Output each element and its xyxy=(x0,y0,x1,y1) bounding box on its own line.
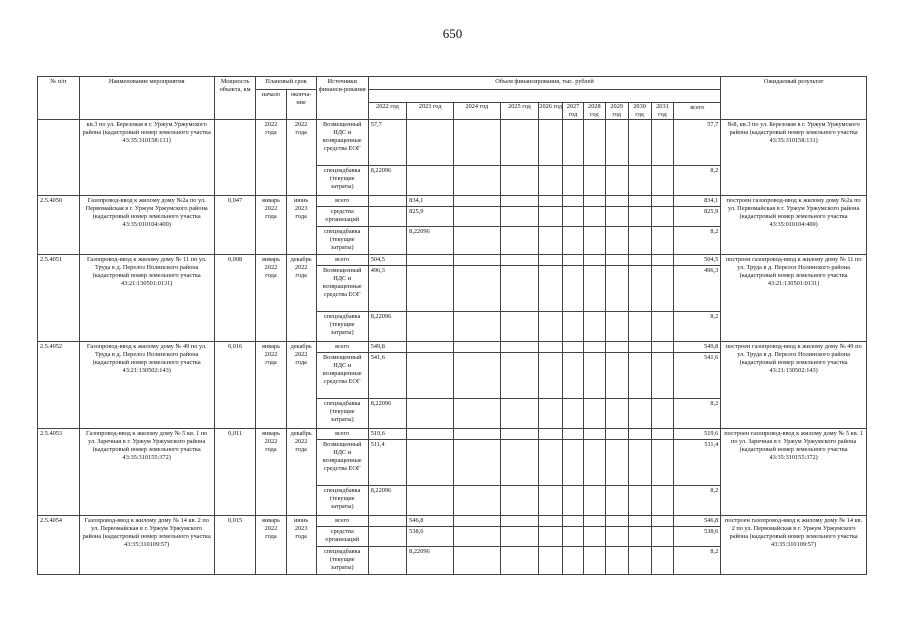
table-row xyxy=(38,196,867,207)
value-2022 xyxy=(368,227,406,255)
value-empty xyxy=(605,342,628,353)
table-row xyxy=(38,342,867,353)
funding-source: Возмещенный НДС и возвращенные средства ЕОГ xyxy=(316,353,368,399)
header-start: начало xyxy=(256,90,286,120)
value-empty xyxy=(500,255,538,266)
item-capacity: 0,008 xyxy=(214,255,256,342)
item-capacity: 0,015 xyxy=(214,516,256,575)
value-empty xyxy=(539,196,563,207)
funding-source: средства организаций xyxy=(316,207,368,227)
value-empty xyxy=(628,166,651,196)
value-empty xyxy=(500,516,538,527)
value-empty xyxy=(500,120,538,166)
value-total: 549,8 xyxy=(674,342,721,353)
expected-result: построен газопровод-ввод к жилому дому №2а по ул. Первомайская в г. Уржум Уржумского района (кадастровый номер земельного участка 43:35:010104:400) xyxy=(721,196,867,255)
value-empty xyxy=(628,196,651,207)
header-planned-term: Плановый срок xyxy=(256,77,316,90)
item-capacity: 0,047 xyxy=(214,196,256,255)
funding-source: всего xyxy=(316,196,368,207)
value-2022 xyxy=(368,527,406,547)
item-number: 2.5.4051 xyxy=(38,255,80,342)
value-total: 519,6 xyxy=(674,429,721,440)
value-empty xyxy=(628,516,651,527)
value-empty xyxy=(539,527,563,547)
funding-source: средства организаций xyxy=(316,527,368,547)
value-empty xyxy=(539,440,563,486)
value-total: 504,5 xyxy=(674,255,721,266)
header-capacity: Мощность объекта, км xyxy=(214,77,256,120)
value-empty xyxy=(605,227,628,255)
value-empty xyxy=(563,486,584,516)
value-empty xyxy=(628,312,651,342)
item-number: 2.5.4050 xyxy=(38,196,80,255)
header-year: 2031 год xyxy=(651,103,674,120)
item-start: январь 2022 года xyxy=(256,429,286,516)
value-empty xyxy=(453,207,500,227)
value-total: 496,3 xyxy=(674,266,721,312)
value-total: 825,9 xyxy=(674,207,721,227)
item-end: декабрь 2022 года xyxy=(286,342,316,429)
funding-source: спецнадбавка (текущие затраты) xyxy=(316,547,368,575)
value-empty xyxy=(583,547,605,575)
value-empty xyxy=(605,312,628,342)
value-empty xyxy=(539,255,563,266)
value-2022: 504,5 xyxy=(368,255,406,266)
value-empty xyxy=(453,399,500,429)
value-empty xyxy=(500,527,538,547)
value-empty xyxy=(453,196,500,207)
value-empty xyxy=(605,547,628,575)
value-empty xyxy=(605,255,628,266)
funding-source: спецнадбавка (текущие затраты) xyxy=(316,486,368,516)
item-start: январь 2022 года xyxy=(256,342,286,429)
header-year: 2024 год xyxy=(453,103,500,120)
value-2023 xyxy=(407,266,454,312)
value-2022: 8,22096 xyxy=(368,399,406,429)
value-empty xyxy=(563,266,584,312)
value-empty xyxy=(651,353,674,399)
value-empty xyxy=(563,516,584,527)
expected-result: №8, кв.3 по ул. Березовая в г. Уржум Уржумского района (кадастровый номер земельного участка 43:35:310158:131) xyxy=(721,120,867,196)
value-empty xyxy=(651,120,674,166)
value-empty xyxy=(563,342,584,353)
item-name: Газопровод-ввод к жилому дому № 5 кв. 1 по ул. Заречная в г. Уржум Уржумского района (кадастровый номер земельного участка 43:35:310155:372) xyxy=(79,429,214,516)
value-empty xyxy=(583,399,605,429)
item-capacity xyxy=(214,120,256,196)
value-2022: 57,7 xyxy=(368,120,406,166)
value-empty xyxy=(539,547,563,575)
item-start: январь 2022 года xyxy=(256,196,286,255)
value-total: 57,7 xyxy=(674,120,721,166)
value-empty xyxy=(583,227,605,255)
table-row xyxy=(38,516,867,527)
header-num: № п/п xyxy=(38,77,80,120)
value-empty xyxy=(539,399,563,429)
value-empty xyxy=(563,227,584,255)
value-empty xyxy=(563,547,584,575)
value-2023 xyxy=(407,120,454,166)
header-end: оконча-ние xyxy=(286,90,316,120)
value-empty xyxy=(651,227,674,255)
header-year: 2025 год xyxy=(500,103,538,120)
value-empty xyxy=(628,255,651,266)
value-empty xyxy=(453,429,500,440)
value-empty xyxy=(453,227,500,255)
header-year: 2022 год xyxy=(368,103,406,120)
expected-result: построен газопровод-ввод к жилому дому № 5 кв. 1 по ул. Заречная в г. Уржум Уржумского района (кадастровый номер земельного участка 43:35:310155:372) xyxy=(721,429,867,516)
header-sources: Источники финанси-рования xyxy=(316,77,368,120)
expected-result: построен газопровод-ввод к жилому дому № 49 по ул. Труда в д. Перелоз Нолинского района (кадастровый номер земельного участка 43:21:130502:143) xyxy=(721,342,867,429)
value-empty xyxy=(500,227,538,255)
value-empty xyxy=(628,120,651,166)
value-empty xyxy=(563,440,584,486)
value-empty xyxy=(563,312,584,342)
value-2022: 541,6 xyxy=(368,353,406,399)
value-empty xyxy=(651,207,674,227)
value-empty xyxy=(605,486,628,516)
value-empty xyxy=(500,166,538,196)
item-name: Газопровод-ввод к жилому дому № 14 кв. 2 по ул. Первомайская в г. Уржум Уржумского района (кадастровый номер земельного участка 43:35:310109:57) xyxy=(79,516,214,575)
value-2023: 8,22096 xyxy=(407,547,454,575)
value-empty xyxy=(453,255,500,266)
value-empty xyxy=(500,353,538,399)
value-empty xyxy=(651,312,674,342)
value-total: 8,2 xyxy=(674,312,721,342)
value-total: 8,2 xyxy=(674,399,721,429)
value-empty xyxy=(453,516,500,527)
value-empty xyxy=(583,516,605,527)
value-total: 834,1 xyxy=(674,196,721,207)
value-empty xyxy=(651,547,674,575)
value-2023 xyxy=(407,353,454,399)
value-empty xyxy=(539,516,563,527)
item-end: 2022 года xyxy=(286,120,316,196)
value-empty xyxy=(563,166,584,196)
value-empty xyxy=(539,120,563,166)
value-empty xyxy=(583,342,605,353)
value-empty xyxy=(583,255,605,266)
item-start: январь 2022 года xyxy=(256,516,286,575)
value-2023 xyxy=(407,166,454,196)
value-empty xyxy=(651,266,674,312)
value-empty xyxy=(539,227,563,255)
table-row xyxy=(38,120,867,166)
value-2022: 8,22096 xyxy=(368,486,406,516)
value-empty xyxy=(605,166,628,196)
value-empty xyxy=(563,255,584,266)
value-total: 8,2 xyxy=(674,547,721,575)
value-2022: 496,3 xyxy=(368,266,406,312)
value-total: 8,2 xyxy=(674,227,721,255)
expected-result: построен газопровод-ввод к жилому дому № 14 кв. 2 по ул. Первомайская в г. Уржум Уржумского района (кадастровый номер земельного участка 43:35:310109:57) xyxy=(721,516,867,575)
value-empty xyxy=(539,207,563,227)
item-start: 2022 года xyxy=(256,120,286,196)
item-capacity: 0,016 xyxy=(214,342,256,429)
value-empty xyxy=(651,527,674,547)
value-empty xyxy=(453,440,500,486)
value-empty xyxy=(453,166,500,196)
value-empty xyxy=(628,527,651,547)
funding-source: спецнадбавка (текущие затраты) xyxy=(316,399,368,429)
value-empty xyxy=(539,429,563,440)
value-empty xyxy=(605,207,628,227)
value-empty xyxy=(563,527,584,547)
item-name: Газопровод-ввод к жилому дому № 49 по ул. Труда в д. Перелоз Нолинского района (кадастровый номер земельного участка 43:21:130502:143) xyxy=(79,342,214,429)
item-number: 2.5.4053 xyxy=(38,429,80,516)
header-year: 2023 год xyxy=(407,103,454,120)
table-row xyxy=(38,255,867,266)
value-empty xyxy=(583,196,605,207)
value-empty xyxy=(583,429,605,440)
funding-source: спецнадбавка (текущие затраты) xyxy=(316,227,368,255)
funding-source: спецнадбавка (текущие затраты) xyxy=(316,166,368,196)
header-volume: Объем финансирования, тыс. рублей xyxy=(368,77,721,90)
value-empty xyxy=(605,353,628,399)
item-number xyxy=(38,120,80,196)
value-empty xyxy=(563,196,584,207)
value-total: 541,6 xyxy=(674,353,721,399)
value-empty xyxy=(539,312,563,342)
item-name: Газопровод-ввод к жилому дому № 11 по ул. Труда в д. Перелоз Нолинского района (кадастровый номер земельного участка 43:21:130501:0131) xyxy=(79,255,214,342)
value-2022: 519,6 xyxy=(368,429,406,440)
value-empty xyxy=(500,196,538,207)
value-empty xyxy=(500,429,538,440)
value-2022 xyxy=(368,547,406,575)
header-result: Ожидаемый результат xyxy=(721,77,867,120)
value-empty xyxy=(453,547,500,575)
item-end: декабрь 2022 года xyxy=(286,255,316,342)
value-empty xyxy=(563,399,584,429)
value-2023 xyxy=(407,312,454,342)
value-total: 8,2 xyxy=(674,486,721,516)
item-name: кв.3 по ул. Березовая в г. Уржум Уржумского района (кадастровый номер земельного участка 43:35:310158:131) xyxy=(79,120,214,196)
value-2023: 546,8 xyxy=(407,516,454,527)
value-empty xyxy=(651,255,674,266)
value-empty xyxy=(583,312,605,342)
funding-source: Возмещенный НДС и возвращенные средства ЕОГ xyxy=(316,266,368,312)
header-total: всего xyxy=(674,103,721,120)
value-empty xyxy=(583,353,605,399)
funding-source: Возмещенный НДС и возвращенные средства ЕОГ xyxy=(316,120,368,166)
value-empty xyxy=(500,312,538,342)
value-empty xyxy=(605,120,628,166)
value-empty xyxy=(651,166,674,196)
value-empty xyxy=(583,120,605,166)
value-empty xyxy=(539,266,563,312)
value-empty xyxy=(605,516,628,527)
table-row xyxy=(38,429,867,440)
value-2022 xyxy=(368,196,406,207)
header-name: Наименование мероприятия xyxy=(79,77,214,120)
value-empty xyxy=(628,399,651,429)
value-total: 538,6 xyxy=(674,527,721,547)
value-empty xyxy=(500,547,538,575)
item-name: Газопровод-ввод к жилому дому №2а по ул. Первомайская в г. Уржум Уржумского района (кадастровый номер земельного участка 43:35:010104:400) xyxy=(79,196,214,255)
value-empty xyxy=(500,342,538,353)
item-number: 2.5.4054 xyxy=(38,516,80,575)
value-empty xyxy=(453,266,500,312)
value-2023 xyxy=(407,440,454,486)
value-2022 xyxy=(368,207,406,227)
header-year: 2026 год xyxy=(539,103,563,120)
value-2022: 511,4 xyxy=(368,440,406,486)
item-end: декабрь 2022 года xyxy=(286,429,316,516)
value-empty xyxy=(453,312,500,342)
header-year: 2030 год xyxy=(628,103,651,120)
value-total: 8,2 xyxy=(674,166,721,196)
value-empty xyxy=(605,440,628,486)
funding-source: Возмещенный НДС и возвращенные средства ЕОГ xyxy=(316,440,368,486)
value-2023: 825,9 xyxy=(407,207,454,227)
value-empty xyxy=(539,353,563,399)
value-empty xyxy=(583,166,605,196)
value-2022: 8,22096 xyxy=(368,166,406,196)
value-empty xyxy=(628,547,651,575)
value-2023: 8,22096 xyxy=(407,227,454,255)
value-empty xyxy=(628,207,651,227)
value-empty xyxy=(651,516,674,527)
value-2023 xyxy=(407,255,454,266)
value-empty xyxy=(583,207,605,227)
value-empty xyxy=(605,527,628,547)
value-empty xyxy=(628,227,651,255)
header-year: 2028 год xyxy=(583,103,605,120)
funding-source: всего xyxy=(316,255,368,266)
value-empty xyxy=(583,440,605,486)
value-2022: 549,8 xyxy=(368,342,406,353)
item-end: июнь 2023 года xyxy=(286,196,316,255)
value-empty xyxy=(563,353,584,399)
value-2023 xyxy=(407,342,454,353)
value-empty xyxy=(500,399,538,429)
value-empty xyxy=(651,342,674,353)
value-empty xyxy=(500,486,538,516)
value-2022 xyxy=(368,516,406,527)
value-empty xyxy=(539,342,563,353)
header-year: 2027 год xyxy=(563,103,584,120)
value-empty xyxy=(605,429,628,440)
value-empty xyxy=(453,120,500,166)
value-empty xyxy=(583,486,605,516)
value-2023: 834,1 xyxy=(407,196,454,207)
value-empty xyxy=(651,429,674,440)
value-total: 546,8 xyxy=(674,516,721,527)
value-empty xyxy=(651,196,674,207)
value-empty xyxy=(651,486,674,516)
value-2023 xyxy=(407,429,454,440)
header-year: 2029 год xyxy=(605,103,628,120)
value-empty xyxy=(563,120,584,166)
page-number: 650 xyxy=(442,26,463,41)
value-empty xyxy=(651,440,674,486)
item-end: июнь 2023 года xyxy=(286,516,316,575)
funding-source: спецнадбавка (текущие затраты) xyxy=(316,312,368,342)
value-empty xyxy=(651,399,674,429)
value-empty xyxy=(539,166,563,196)
value-empty xyxy=(453,342,500,353)
value-2022: 8,22096 xyxy=(368,312,406,342)
funding-source: всего xyxy=(316,429,368,440)
value-empty xyxy=(500,440,538,486)
value-2023: 538,6 xyxy=(407,527,454,547)
value-empty xyxy=(453,527,500,547)
value-empty xyxy=(539,486,563,516)
financing-table xyxy=(37,76,867,575)
value-empty xyxy=(605,266,628,312)
value-empty xyxy=(563,207,584,227)
value-2023 xyxy=(407,486,454,516)
value-empty xyxy=(500,266,538,312)
value-empty xyxy=(583,266,605,312)
value-empty xyxy=(605,399,628,429)
value-empty xyxy=(605,196,628,207)
funding-source: всего xyxy=(316,516,368,527)
value-total: 511,4 xyxy=(674,440,721,486)
value-empty xyxy=(453,353,500,399)
item-capacity: 0,011 xyxy=(214,429,256,516)
value-empty xyxy=(453,486,500,516)
value-empty xyxy=(628,342,651,353)
funding-source: всего xyxy=(316,342,368,353)
item-number: 2.5.4052 xyxy=(38,342,80,429)
value-empty xyxy=(628,353,651,399)
value-empty xyxy=(628,440,651,486)
value-empty xyxy=(628,266,651,312)
value-empty xyxy=(628,486,651,516)
value-empty xyxy=(583,527,605,547)
value-empty xyxy=(563,429,584,440)
value-2023 xyxy=(407,399,454,429)
value-empty xyxy=(500,207,538,227)
expected-result: построен газопровод-ввод к жилому дому № 11 по ул. Труда в д. Перелоз Нолинского района (кадастровый номер земельного участка 43:21:130501:0131) xyxy=(721,255,867,342)
value-empty xyxy=(628,429,651,440)
item-start: январь 2022 года xyxy=(256,255,286,342)
